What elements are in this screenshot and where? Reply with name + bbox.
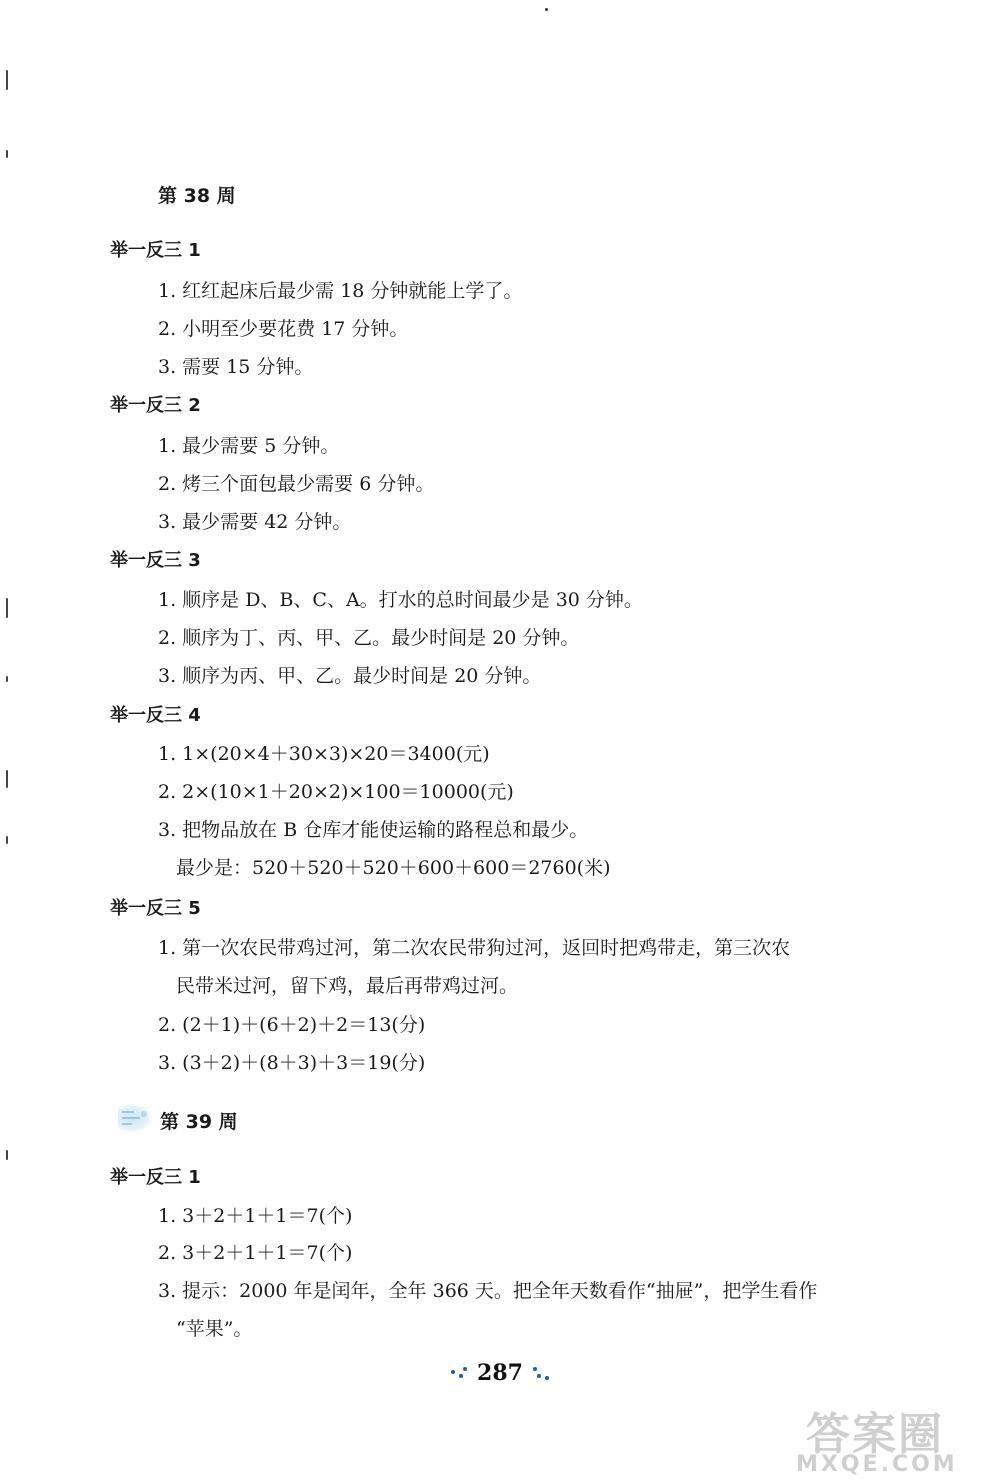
answer-line: 最少是：520＋520＋520＋600＋600＝2760(米) <box>176 857 611 879</box>
section-heading: 举一反三 5 <box>110 898 201 919</box>
week-39-heading: 第 39 周 <box>160 1111 238 1133</box>
answer-line: 1. 最少需要 5 分钟。 <box>158 435 340 457</box>
answer-line: 2. 小明至少要花费 17 分钟。 <box>158 318 409 340</box>
section-heading: 举一反三 4 <box>110 705 201 726</box>
watermark-title: 答案圈 <box>806 1409 944 1460</box>
scan-speck <box>545 8 548 11</box>
watermark-logo <box>796 1398 996 1478</box>
margin-mark <box>6 150 8 158</box>
answer-line: 2. (2＋1)＋(6＋2)＋2＝13(分) <box>158 1014 426 1036</box>
answer-line: 3. 需要 15 分钟。 <box>158 356 314 378</box>
margin-mark <box>6 1150 8 1160</box>
answer-line: 1. 红红起床后最少需 18 分钟就能上学了。 <box>158 280 523 302</box>
week-38-heading: 第 38 周 <box>158 185 236 207</box>
answer-line: 3. 提示：2000 年是闰年，全年 366 天。把全年天数看作“抽屉”，把学生看作 <box>158 1280 818 1302</box>
answer-line: 3. 最少需要 42 分钟。 <box>158 511 352 533</box>
margin-mark <box>6 676 8 682</box>
page-number <box>440 1360 560 1386</box>
margin-mark <box>6 70 8 90</box>
section-heading: 举一反三 1 <box>110 1167 201 1188</box>
answer-line: 1. 3＋2＋1＋1＝7(个) <box>158 1205 353 1227</box>
margin-mark <box>6 598 8 618</box>
answer-line: 2. 3＋2＋1＋1＝7(个) <box>158 1242 353 1264</box>
answer-line: 3. 顺序为丙、甲、乙。最少时间是 20 分钟。 <box>158 665 542 687</box>
answer-line: 2. 2×(10×1＋20×2)×100＝10000(元) <box>158 781 514 803</box>
section-heading: 举一反三 2 <box>110 395 201 416</box>
answer-line: 2. 顺序为丁、丙、甲、乙。最少时间是 20 分钟。 <box>158 627 580 649</box>
answer-line: 3. (3＋2)＋(8＋3)＋3＝19(分) <box>158 1052 426 1074</box>
margin-mark <box>6 836 8 844</box>
answer-line: 1. 顺序是 D、B、C、A。打水的总时间最少是 30 分钟。 <box>158 589 643 611</box>
decorative-dots-icon <box>449 1366 469 1382</box>
section-heading: 举一反三 1 <box>110 240 201 261</box>
week-marker-icon <box>118 1104 152 1132</box>
answer-line: 3. 把物品放在 B 仓库才能使运输的路程总和最少。 <box>158 819 589 841</box>
watermark-url: MXQE.COM <box>796 1452 958 1477</box>
answer-line: 民带米过河，留下鸡，最后再带鸡过河。 <box>176 975 519 997</box>
page-number-text: 287 <box>477 1360 523 1386</box>
answer-line: 1. 第一次农民带鸡过河，第二次农民带狗过河，返回时把鸡带走，第三次农 <box>158 937 791 959</box>
margin-mark <box>6 770 8 788</box>
decorative-dots-icon <box>531 1366 551 1382</box>
answer-line: 2. 烤三个面包最少需要 6 分钟。 <box>158 473 435 495</box>
section-heading: 举一反三 3 <box>110 550 201 571</box>
answer-line: 1. 1×(20×4＋30×3)×20＝3400(元) <box>158 743 490 765</box>
answer-line: “苹果”。 <box>176 1318 253 1340</box>
